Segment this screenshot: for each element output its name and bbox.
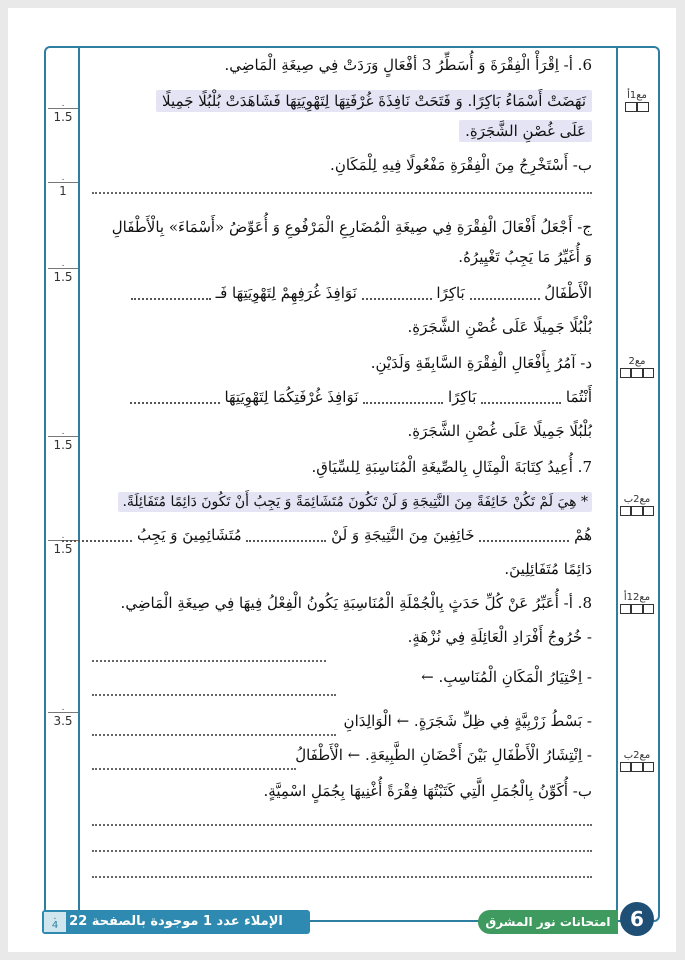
q7-instruction: 7. أُعِيدُ كِتَابَةَ الْمِثَالِ بِالصِّيغَةِ الْمُنَاسِبَةِ لِلسِّيَاقِ. [311,458,592,476]
q6b-answer-line[interactable] [92,192,592,194]
q6c-instruction-cont: وَ أُغَيِّرُ مَا يَجِبُ تَغْيِيرُهُ. [458,248,592,266]
blank-field[interactable] [481,392,561,404]
q8b-answer-line[interactable] [92,876,592,878]
q6-passage-line1: نَهَضَتْ أَسْمَاءُ بَاكِرًا. وَ فَتَحَتْ نَافِذَةَ غُرْفَتِهَا لِتَهْوِيَتِهَا فَشَاهَدَتْ بُلْبُلًا جَمِيلًا [156,90,592,112]
q8a-instruction: 8. أ- أُعَبِّرُ عَنْ كُلِّ حَدَثٍ بِالْجُمْلَةِ الْمُنَاسِبَةِ يَكُونُ الْفِعْلُ فِيهَا فِي صِيغَةِ الْمَاضِي. [120,594,592,612]
q6b-instruction: ب- أَسْتَخْرِجُ مِنَ الْفِقْرَةِ مَفْعُولًا فِيهِ لِلْمَكَانِ. [330,156,592,174]
blank-field[interactable] [130,392,220,404]
page-number: 6 [620,902,654,936]
q6d-fill-line2: بُلْبُلًا جَمِيلًا عَلَى غُصْنِ الشَّجَرَةِ. [407,422,592,440]
q6-passage-line2: عَلَى غُصْنِ الشَّجَرَةِ. [459,120,592,142]
q8b-answer-line[interactable] [92,850,592,852]
rubric-criterion: مع2ب [620,494,654,516]
blank-field[interactable] [131,288,211,300]
footer-note: الإملاء عدد 1 موجودة بالصفحة 22 [42,910,310,934]
q8-answer-line[interactable] [92,660,326,662]
worksheet-page [8,8,676,952]
q8-event3: - بَسْطُ زَرْبِيَّةٍ فِي ظِلِّ شَجَرَةٍ. ← الْوَالِدَانِ [343,712,592,730]
score-q6a: . 1.5 [48,100,78,124]
q8-event1: - خُرُوجُ أَفْرَادِ الْعَائِلَةِ فِي نُزْهَةٍ. [407,628,592,646]
q8-answer-line[interactable] [92,734,336,736]
footer-brand: امتحانات نور المشرق [478,910,618,934]
q6c-instruction: ج- أَجْعَلُ أَفْعَالَ الْفِقْرَةِ فِي صِيغَةِ الْمُضَارِعِ الْمَرْفُوعِ وَ أُعَوِّضُ «أَسْمَاءَ» بِالْأَطْفَالِ [111,218,592,236]
q8-answer-line[interactable] [92,768,296,770]
q8-event2: - اِخْتِيَارُ الْمَكَانِ الْمُنَاسِبِ. ← [421,668,592,686]
rubric-criterion: مع12أ [620,592,654,614]
rubric-criterion: مع2 [620,356,654,378]
score-q6c: . 1.5 [48,260,78,284]
blank-field[interactable] [479,530,569,542]
footer-score-fraction: . 4 [44,912,66,932]
rubric-criterion: مع2ب [620,750,654,772]
blank-field[interactable] [470,288,540,300]
q7-example-sentence: * هِيَ لَمْ تَكُنْ خَائِفَةً مِنَ النَّتِيجَةِ وَ لَنْ تَكُونَ مُتَشَائِمَةً وَ يَجِبُ أَنْ تَكُونَ دَائِمًا مُتَفَائِلَةً. [118,492,592,512]
q6d-instruction: د- آمُرُ بِأَفْعَالِ الْفِقْرَةِ السَّابِقَةِ وَلَدَيْنِ. [370,354,592,372]
blank-field[interactable] [363,392,443,404]
q7-fill-line1: هُمْ خَائِفِينَ مِنَ النَّتِيجَةِ وَ لَنْ مُتَشَائِمِينَ وَ يَجِبُ [62,526,592,544]
q6c-fill-line2: بُلْبُلًا جَمِيلًا عَلَى غُصْنِ الشَّجَرَةِ. [407,318,592,336]
q8b-answer-line[interactable] [92,824,592,826]
q8b-instruction: ب- أُكَوِّنُ بِالْجُمَلِ الَّتِي كَتَبْتُهَا فِقْرَةً أُغْنِيهَا بِجُمَلٍ اسْمِيَّةٍ. [263,782,592,800]
blank-field[interactable] [362,288,432,300]
blank-field[interactable] [62,530,132,542]
q7-fill-line2: دَائِمًا مُتَفَائِلِينَ. [504,560,592,578]
score-q6b: . 1 [48,174,78,198]
q6d-fill-line1: أَنْتُمَا بَاكِرًا نَوَافِذَ غُرْفَتِكُمَا لِتَهْوِيَتِهَا [130,388,592,406]
q8-event4: - اِنْتِشَارُ الْأَطْفَالِ بَيْنَ أَحْضَانِ الطَّبِيعَةِ. ← الْأَطْفَالُ [295,746,592,764]
score-q7: . 1.5 [48,532,78,556]
q6a-instruction: 6. أ- اِقْرَأْ الْفِقْرَةَ وَ أُسَطِّرُ 3 أفْعَالٍ وَرَدَتْ فِي صِيغَةِ الْمَاضِي. [224,56,592,74]
blank-field[interactable] [246,530,326,542]
q8-answer-line[interactable] [92,694,336,696]
score-q6d: . 1.5 [48,428,78,452]
page-footer [8,898,676,938]
q6c-fill-line1: الْأَطْفَالُ بَاكِرًا نَوَافِذَ غُرَفِهِمْ لِتَهْوِيَتِهَا فَـ [131,284,592,302]
rubric-criterion: مع1أ [620,90,654,112]
score-q8: . 3.5 [48,704,78,728]
rubric-column [616,48,658,918]
